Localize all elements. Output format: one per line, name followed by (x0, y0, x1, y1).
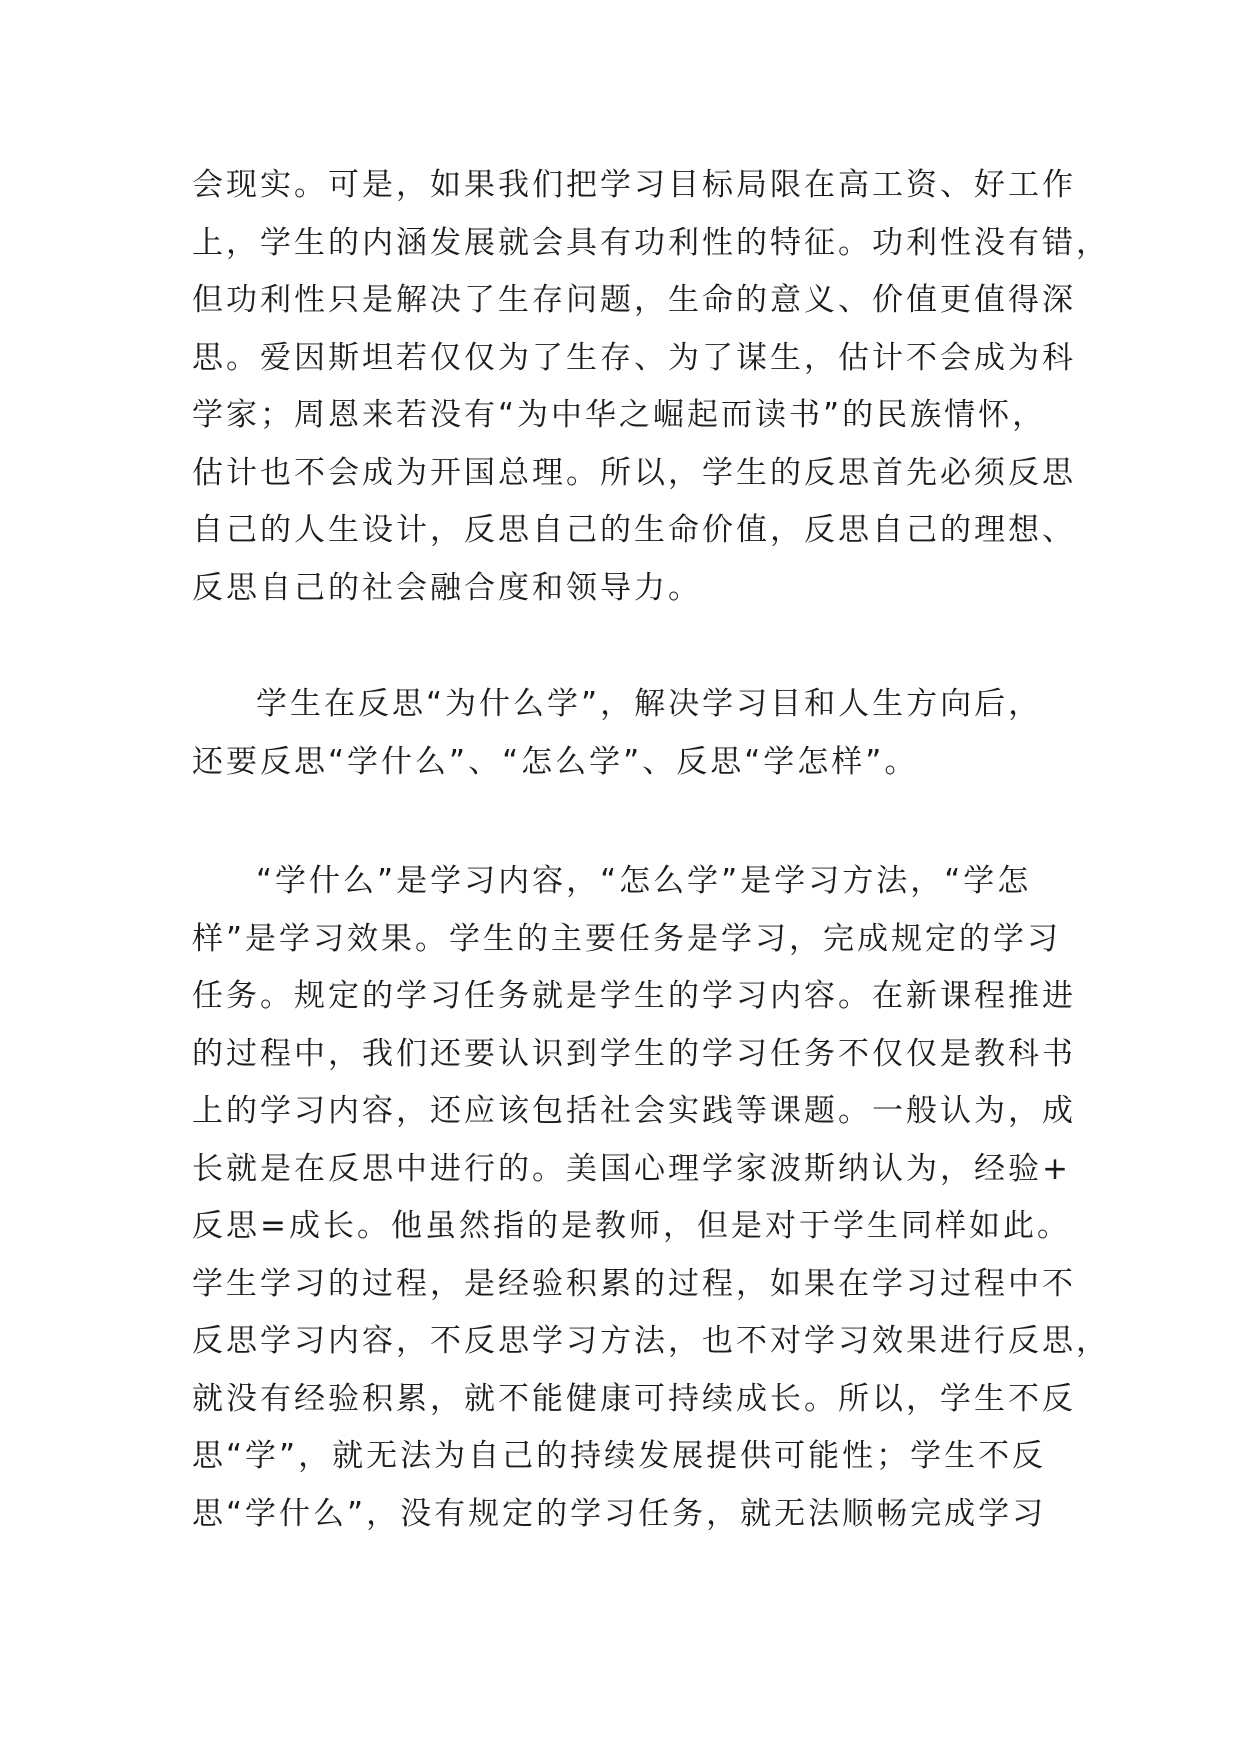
paragraph-line: 任务。规定的学习任务就是学生的学习内容。在新课程推进 (192, 978, 1076, 1014)
paragraph-line: 但功利性只是解决了生存问题，生命的意义、价值更值得深 (192, 282, 1076, 318)
paragraph-line: 就没有经验积累，就不能健康可持续成长。所以，学生不反 (192, 1380, 1076, 1417)
paragraph-line: 自己的人生设计，反思自己的生命价值，反思自己的理想、 (192, 512, 1076, 548)
paragraph-first-line: “学什么”是学习内容，“怎么学”是学习方法，“学怎 (256, 863, 1032, 899)
paragraph-line: 反思学习内容，不反思学习方法，也不对学习效果进行反思， (192, 1323, 1110, 1359)
paragraph-line: 还要反思“学什么”、“怎么学”、反思“学怎样”。 (192, 743, 919, 780)
paragraph-line: 的过程中，我们还要认识到学生的学习任务不仅仅是教科书 (192, 1035, 1076, 1072)
paragraph-line: 上，学生的内涵发展就会具有功利性的特征。功利性没有错， (192, 224, 1110, 261)
paragraph-line: 样”是学习效果。学生的主要任务是学习，完成规定的学习 (192, 920, 1062, 957)
paragraph-line: 反思=成长。他虽然指的是教师，但是对于学生同样如此。 (192, 1208, 1071, 1244)
paragraph-line: 思“学什么”，没有规定的学习任务，就无法顺畅完成学习 (192, 1495, 1047, 1532)
paragraph-line: 估计也不会成为开国总理。所以，学生的反思首先必须反思 (192, 454, 1076, 491)
paragraph-2 (192, 676, 1062, 791)
paragraph-line: 思“学”，就无法为自己的持续发展提供可能性；学生不反 (192, 1438, 1047, 1474)
paragraph-1 (192, 157, 1110, 617)
paragraph-line: 学家；周恩来若没有“为中华之崛起而读书”的民族情怀， (192, 397, 1047, 433)
paragraph-line: 上的学习内容，还应该包括社会实践等课题。一般认为，成 (192, 1093, 1076, 1129)
paragraph-3 (192, 853, 1110, 1543)
paragraph-line: 学生学习的过程，是经验积累的过程，如果在学习过程中不 (192, 1265, 1076, 1302)
paragraph-line: 长就是在反思中进行的。美国心理学家波斯纳认为，经验+ (192, 1150, 1071, 1187)
paragraph-line: 反思自己的社会融合度和领导力。 (192, 569, 702, 606)
paragraph-first-line: 学生在反思“为什么学”，解决学习目和人生方向后， (256, 686, 1043, 722)
paragraph-line: 思。爱因斯坦若仅仅为了生存、为了谋生，估计不会成为科 (192, 339, 1076, 376)
paragraph-line: 会现实。可是，如果我们把学习目标局限在高工资、好工作 (192, 167, 1076, 203)
